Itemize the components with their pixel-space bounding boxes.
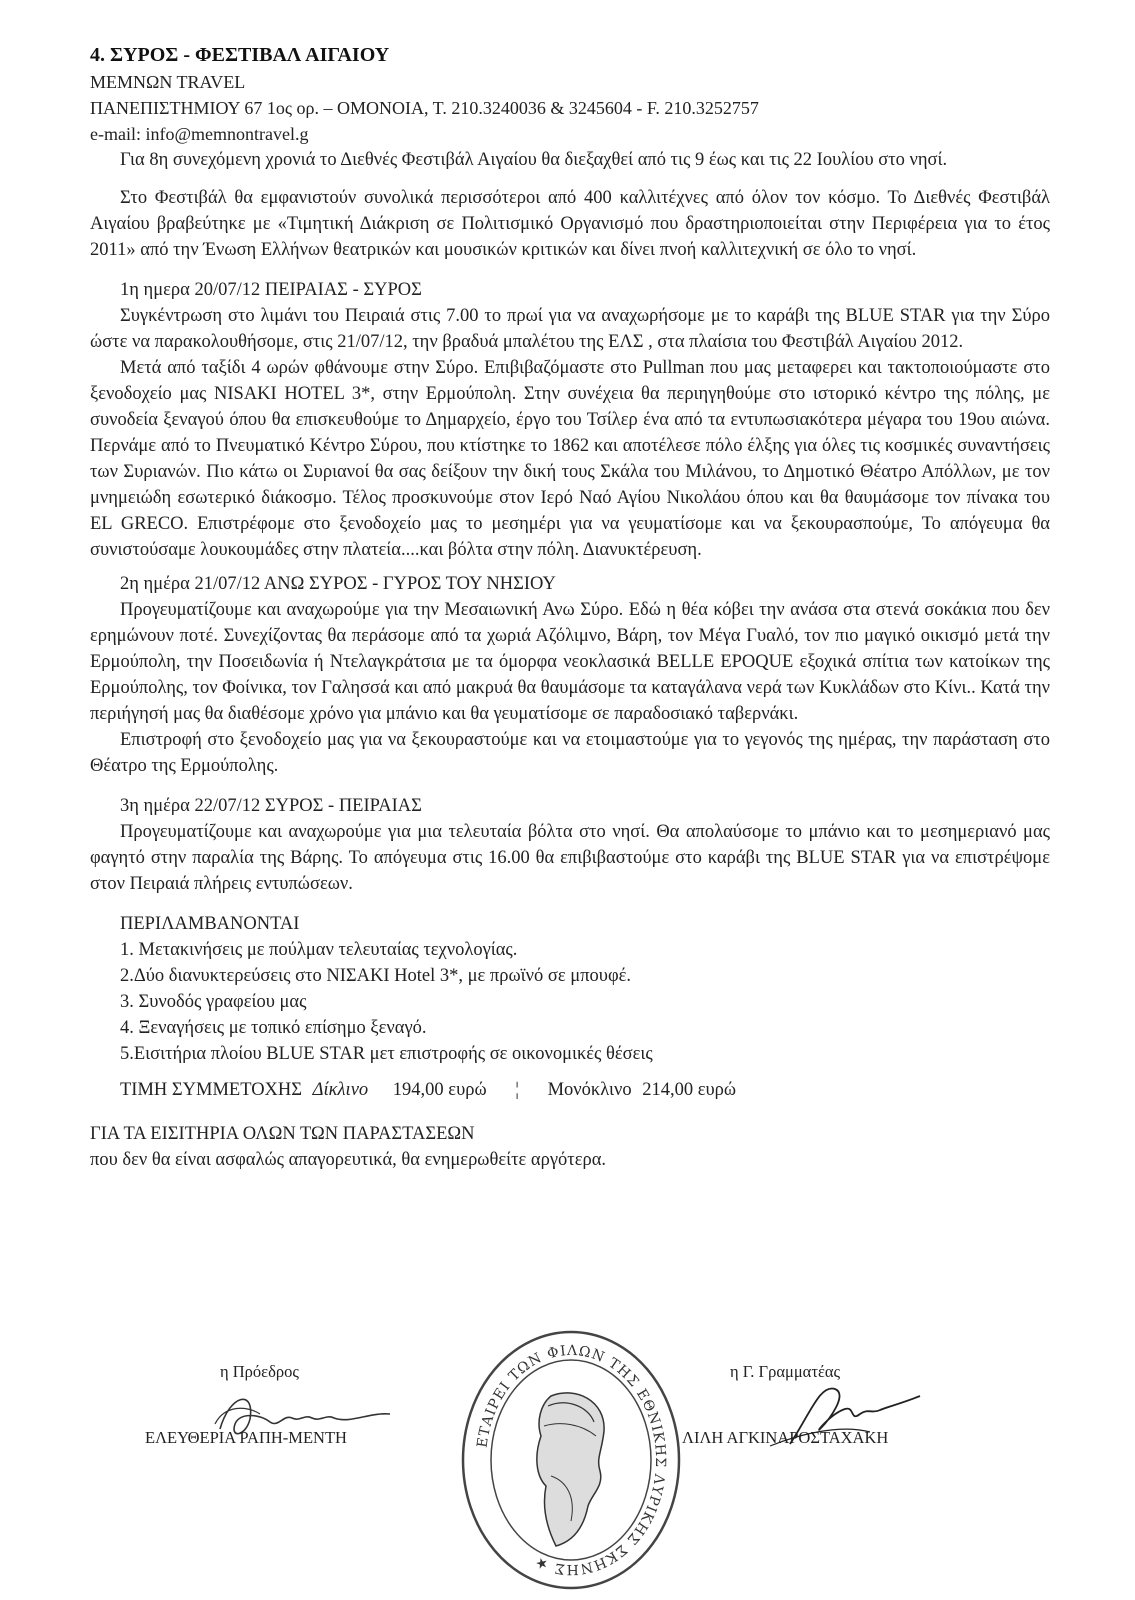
day-3-paragraph: Προγευματίζουμε και αναχωρούμε για μια τελευταία βόλτα στο νησί. Θα απολαύσομε το μπάνιο και το μεσημεριανό μας φαγητό στην παραλία της Βάρης. Το απόγευμα στις 16.00 θα επιβιβαστούμε στο καράβι της BLUE STAR για να επιστρέψομε στον Πειραιά πλήρεις εντυπώσεων. [90, 822, 1050, 894]
day-3-heading: 3η ημέρα 22/07/12 ΣΥΡΟΣ - ΠΕΙΡΑΙΑΣ [120, 796, 422, 816]
price-double-label: Δίκλινο [312, 1080, 369, 1100]
price-single-value: 214,00 ευρώ [642, 1080, 737, 1100]
day-2-paragraph: Επιστροφή στο ξενοδοχείο μας για να ξεκουραστούμε και να ετοιμαστούμε για το γεγονός της ημέρας, την παράσταση στο Θέατρο της Ερμούπολης. [90, 730, 1050, 776]
included-heading: ΠΕΡΙΛΑΜΒΑΝΟΝΤΑΙ [120, 914, 300, 934]
intro-paragraph: Στο Φεστιβάλ θα εμφανιστούν συνολικά περισσότεροι από 400 καλλιτέχνες από όλον τον κόσμο. Το Διεθνές Φεστιβάλ Αιγαίου βραβεύτηκε με «Τιμητική Διάκριση σε Πολιτισμικό Οργανισμό που δραστηριοποιείται στην Περιφέρεια για το έτος 2011» από την Ένωση Ελλήνων θεατρικών και μουσικών κριτικών και δίνει πνοή καλλιτεχνική σε όλο το νησί. [90, 188, 1050, 260]
document-page [90, 44, 1050, 1173]
price-double-value: 194,00 ευρώ [392, 1080, 487, 1100]
price-separator: ¦ [515, 1080, 519, 1100]
agency-email: e-mail: info@memnontravel.g [90, 124, 309, 144]
agency-name: MEMNΩN TRAVEL [90, 72, 246, 92]
price-line [120, 1077, 1050, 1103]
included-item: 5.Εισιτήρια πλοίου BLUE STAR μετ επιστροφής σε οικονομικές θέσεις [120, 1044, 653, 1064]
intro-paragraph: Για 8η συνεχόμενη χρονιά το Διεθνές Φεστιβάλ Αιγαίου θα διεξαχθεί από τις 9 έως και τις 22 Ιουλίου στο νησί. [120, 150, 948, 170]
included-item: 2.Δύο διανυκτερεύσεις στο ΝΙΣΑΚΙ Hotel 3*, με πρωϊνό σε μπουφέ. [120, 966, 632, 986]
association-seal [456, 1326, 686, 1594]
tickets-heading: ΓΙΑ ΤΑ ΕΙΣΙΤΗΡΙΑ ΟΛΩΝ ΤΩΝ ΠΑΡΑΣΤΑΣΕΩΝ [90, 1124, 475, 1144]
signature-name: ΛΙΛΗ ΑΓΚΙΝΑΡΟΣΤΑΧΑΚΗ [682, 1428, 889, 1447]
included-item: 3. Συνοδός γραφείου μας [120, 992, 307, 1012]
price-single-label: Μονόκλινο [547, 1080, 632, 1100]
day-2-paragraph: Προγευματίζουμε και αναχωρούμε για την Μεσαιωνική Ανω Σύρο. Εδώ η θέα κόβει την ανάσα στα στενά σοκάκια που δεν ερημώνουν ποτέ. Συνεχίζοντας θα περάσομε από τα χωριά Αζόλιμνο, Βάρη, τον Μέγα Γυαλό, τον πιο μαγικό οικισμό μετά την Ερμούπολη, την Ποσειδωνία ή Ντελαγκράτσια με τα όμορφα νεοκλασικά BELLE EPOQUE εξοχικά σπίτια των κατοίκων της Ερμούπολης, τον Φοίνικα, τον Γαλησσά και από μακρυά θα θαυμάσομε τα καταγάλανα νερά των Κυκλάδων στο Κίνι.. Κατά την περιήγησή μας θα διαθέσομε χρόνο για μπάνιο και θα γευματίσομε σε παραδοσιακό ταβερνάκι. [90, 600, 1050, 724]
signature-role: η Πρόεδρος [220, 1362, 299, 1381]
included-item: 4. Ξεναγήσεις με τοπικό επίσημο ξεναγό. [120, 1018, 427, 1038]
document-heading: 4. ΣΥΡΟΣ - ΦΕΣΤΙΒΑΛ ΑΙΓΑΙΟΥ [90, 44, 390, 66]
included-item: 1. Μετακινήσεις με πούλμαν τελευταίας τεχνολογίας. [120, 940, 518, 960]
tickets-note: που δεν θα είναι ασφαλώς απαγορευτικά, θα ενημερωθείτε αργότερα. [90, 1150, 607, 1170]
day-1-paragraph: Συγκέντρωση στο λιμάνι του Πειραιά στις 7.00 το πρωί για να αναχωρήσομε με το καράβι της BLUE STAR για την Σύρο ώστε να παρακολουθήσομε, στις 21/07/12, την βραδυά μπαλέτου της ΕΛΣ , στα πλαίσια του Φεστιβάλ Αιγαίου 2012. [90, 306, 1050, 352]
svg-text:ΕΤΑΙΡΕΙ ΤΩΝ ΦΙΛΩΝ ΤΗΣ ΕΘΝΙΚΗΣ: ΕΤΑΙΡΕΙ ΤΩΝ ΦΙΛΩΝ ΤΗΣ ΕΘΝΙΚΗΣ ΛΥΡΙΚΗΣ ΣΚΗΝΗΣ ★ [474, 1342, 669, 1578]
day-1-paragraph: Μετά από ταξίδι 4 ωρών φθάνουμε στην Σύρο. Επιβιβαζόμαστε στο Pullman που μας μεταφερει και τακτοποιούμαστε στο ξενοδοχείο μας NISAKI HOTEL 3*, στην Ερμούπολη. Στην συνέχεια θα περιηγηθούμε στο ιστορικό κέντρο της πόλης, με συνοδεία ξεναγού όπου θα επισκευθούμε το Δημαρχείο, έργο του Τσίλερ ένα από τα εντυπωσιακότερα μέγαρα του 19ου αιώνα. Περνάμε από το Πνευματικό Κέντρο Σύρου, που κτίστηκε το 1862 και αποτέλεσε πόλο έλξης για όλες τις κοσμικές συναντήσεις των Συριανών. Πιο κάτω οι Συριανοί θα σας δείξουν την δική τους Σκάλα του Μιλάνου, το Δημοτικό Θέατρο Απόλλων, με τον μνημειώδη εσωτερικό διάκοσμο. Τέλος προσκυνούμε στον Ιερό Ναό Αγίου Νικολάου όπου και θα θαυμάσομε τον πίνακα του EL GRECO. Επιστρέφομε στο ξενοδοχείο μας το μεσημέρι για να γευματίσομε και να ξεκουρασπούμε, Το απόγευμα θα συνιστούσαμε λουκουμάδες στην πλατεία....και βόλτα στην πόλη. Διανυκτέρευση. [90, 358, 1050, 560]
signature-name: ΕΛΕΥΘΕΡΙΑ ΡΑΠΗ-ΜΕΝΤΗ [145, 1428, 347, 1447]
day-1-heading: 1η ημερα 20/07/12 ΠΕΙΡΑΙΑΣ - ΣΥΡΟΣ [120, 280, 422, 300]
agency-address: ΠΑΝΕΠΙΣΤΗΜΙΟΥ 67 1ος ορ. – ΟΜΟΝΟΙΑ, Τ. 210.3240036 & 3245604 - F. 210.3252757 [90, 98, 759, 118]
signature-block-president [140, 1362, 420, 1482]
signature-role: η Γ. Γραμματέας [730, 1362, 841, 1381]
signature-block-secretary [682, 1362, 970, 1482]
price-label: ΤΙΜΗ ΣΥΜΜΕΤΟΧΗΣ [120, 1080, 303, 1100]
day-2-heading: 2η ημέρα 21/07/12 ΑΝΩ ΣΥΡΟΣ - ΓΥΡΟΣ ΤΟΥ ΝΗΣΙΟΥ [120, 574, 556, 594]
